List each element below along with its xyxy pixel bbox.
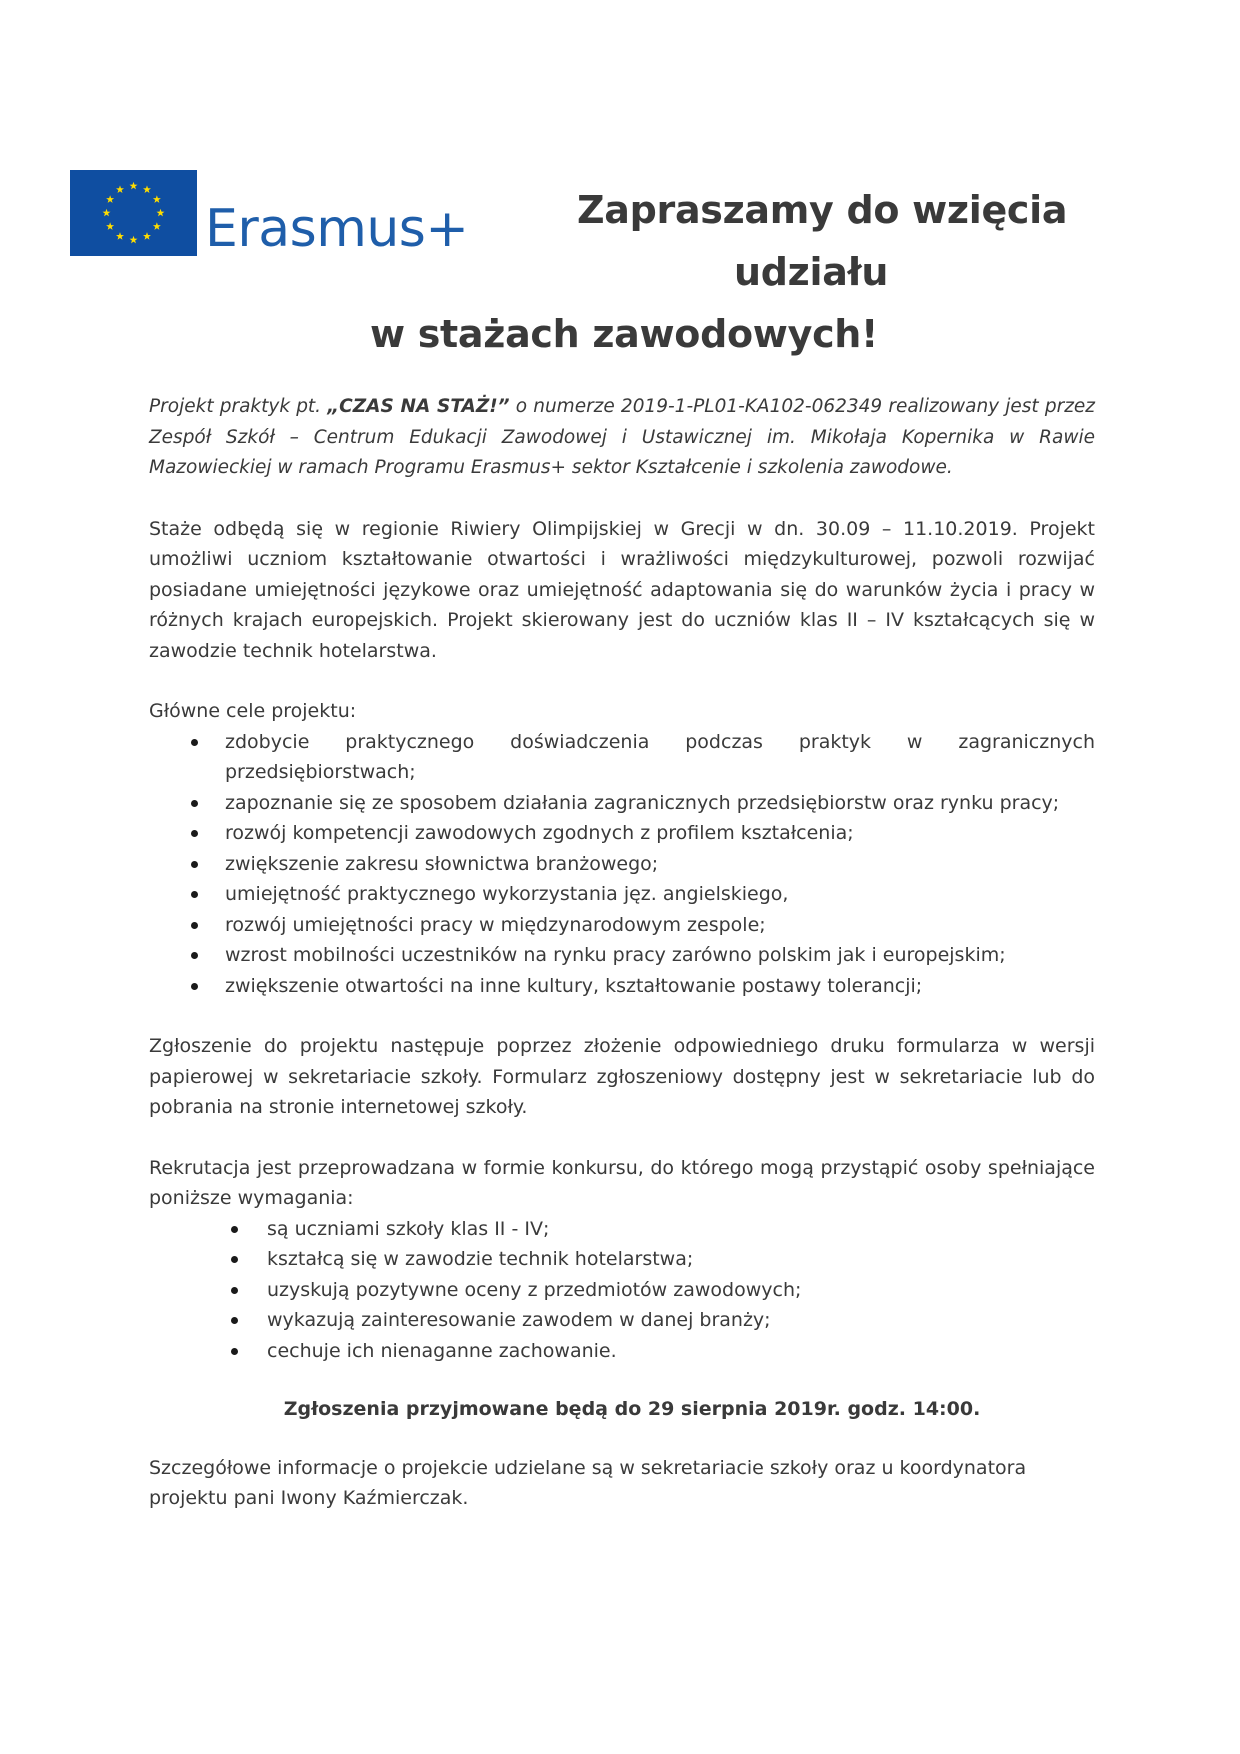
star-icon (130, 236, 138, 244)
goals-heading: Główne cele projektu: (149, 700, 357, 722)
goal-item-text: umiejętność praktycznego wykorzystania jęz. angielskiego, (225, 883, 789, 905)
goal-item-text: rozwój kompetencji zawodowych zgodnych z profilem kształcenia; (225, 822, 854, 844)
headline-line-2: udziału (734, 250, 889, 294)
eu-flag-icon (70, 170, 197, 256)
requirement-item (149, 1305, 1095, 1336)
goal-item-text: zwiększenie zakresu słownictwa branżowego; (225, 852, 659, 875)
intro-paragraph (149, 392, 1095, 484)
requirements-list (149, 1214, 1095, 1367)
recruitment-intro: Rekrutacja jest przeprowadzana w formie konkursu, do którego mogą przystąpić osoby spełniające poniższe wymagania: (149, 1156, 1095, 1209)
bullet-icon (231, 1287, 238, 1294)
goal-item (149, 849, 1095, 880)
bullet-icon (191, 983, 198, 990)
star-icon (103, 209, 111, 217)
intro-part-2: o numerze 2019-1-PL01-KA102-062349 realizowany jest przez Zespół Szkół – Centrum Edukacji Zawodowej i Ustawicznej im. Mikołaja Kopernika w Rawie Mazowieckiej w ramach Programu Erasmus+ sektor Kształcenie i szkolenia zawodowe. (149, 396, 1095, 478)
bullet-icon (191, 891, 198, 898)
project-title: „CZAS NA STAŻ!” (327, 396, 510, 417)
star-icon (106, 195, 114, 203)
bullet-icon (191, 922, 198, 929)
star-icon (116, 232, 124, 240)
requirement-item-text: uzyskują pozytywne oceny z przedmiotów zawodowych; (267, 1278, 802, 1301)
goal-item-text: zapoznanie się ze sposobem działania zagranicznych przedsiębiorstw oraz rynku pracy; (225, 791, 1060, 814)
goal-item-text: zwiększenie otwartości na inne kultury, kształtowanie postawy tolerancji; (225, 974, 923, 997)
description-paragraph: Staże odbędą się w regionie Riwiery Olimpijskiej w Grecji w dn. 30.09 – 11.10.2019. Projekt umożliwi uczniom kształtowanie otwartości i wrażliwości międzykulturowej, pozwoli rozwijać posiadane umiejętności językowe oraz umiejętność adaptowania się do warunków życia i pracy w różnych krajach europejskich. Projekt skierowany jest do uczniów klas II – IV kształcących się w zawodzie technik hotelarstwa. (149, 517, 1095, 662)
headline-line-3: w stażach zawodowych! (370, 312, 879, 356)
goal-item (149, 727, 1095, 788)
document-body (149, 392, 1095, 1514)
bullet-icon (231, 1256, 238, 1263)
star-icon (116, 185, 124, 193)
goal-item (149, 910, 1095, 941)
star-icon (130, 182, 138, 190)
eu-stars-icon (70, 170, 197, 256)
goal-item-text: wzrost mobilności uczestników na rynku pracy zarówno polskim jak i europejskim; (225, 944, 1006, 966)
requirement-item (149, 1336, 1095, 1367)
goal-item (149, 818, 1095, 849)
bullet-icon (191, 830, 198, 837)
star-icon (106, 222, 114, 230)
requirement-item-text: kształcą się w zawodzie technik hotelarstwa; (267, 1248, 694, 1270)
bullet-icon (231, 1226, 238, 1233)
goal-item (149, 971, 1095, 1002)
requirement-item-text: wykazują zainteresowanie zawodem w danej branży; (267, 1309, 771, 1331)
erasmus-wordmark: Erasmus+ (205, 199, 469, 259)
star-icon (153, 195, 161, 203)
star-icon (153, 222, 161, 230)
goal-item-text: zdobycie praktycznego doświadczenia podczas praktyk w zagranicznych przedsiębiorstwach; (225, 730, 1095, 783)
application-paragraph: Zgłoszenie do projektu następuje poprzez złożenie odpowiedniego druku formularza w wersji papierowej w sekretariacie szkoły. Formularz zgłoszeniowy dostępny jest w sekretariacie lub do pobrania na stronie internetowej szkoły. (149, 1035, 1095, 1118)
goals-list (149, 727, 1095, 1002)
requirement-item (149, 1244, 1095, 1275)
goal-item (149, 788, 1095, 819)
erasmus-logo (70, 170, 469, 259)
goal-item-text: rozwój umiejętności pracy w międzynarodowym zespole; (225, 913, 766, 936)
bullet-icon (191, 739, 198, 746)
star-icon (157, 209, 165, 217)
requirement-item-text: są uczniami szkoły klas II - IV; (267, 1217, 550, 1240)
goal-item (149, 940, 1095, 971)
requirement-item-text: cechuje ich nienaganne zachowanie. (267, 1339, 617, 1362)
star-icon (143, 185, 151, 193)
goal-item (149, 879, 1095, 910)
headline-line-1: Zapraszamy do wzięcia (577, 188, 1068, 232)
star-icon (143, 232, 151, 240)
bullet-icon (191, 800, 198, 807)
bullet-icon (231, 1348, 238, 1355)
bullet-icon (231, 1317, 238, 1324)
requirement-item (149, 1275, 1095, 1306)
requirement-item (149, 1214, 1095, 1245)
bullet-icon (191, 952, 198, 959)
bullet-icon (191, 861, 198, 868)
contact-paragraph: Szczegółowe informacje o projekcie udzielane są w sekretariacie szkoły oraz u koordynatora projektu pani Iwony Kaźmierczak. (149, 1456, 1027, 1509)
intro-part-1: Projekt praktyk pt. (149, 396, 328, 417)
deadline-notice: Zgłoszenia przyjmowane będą do 29 sierpnia 2019r. godz. 14:00. (283, 1398, 981, 1420)
